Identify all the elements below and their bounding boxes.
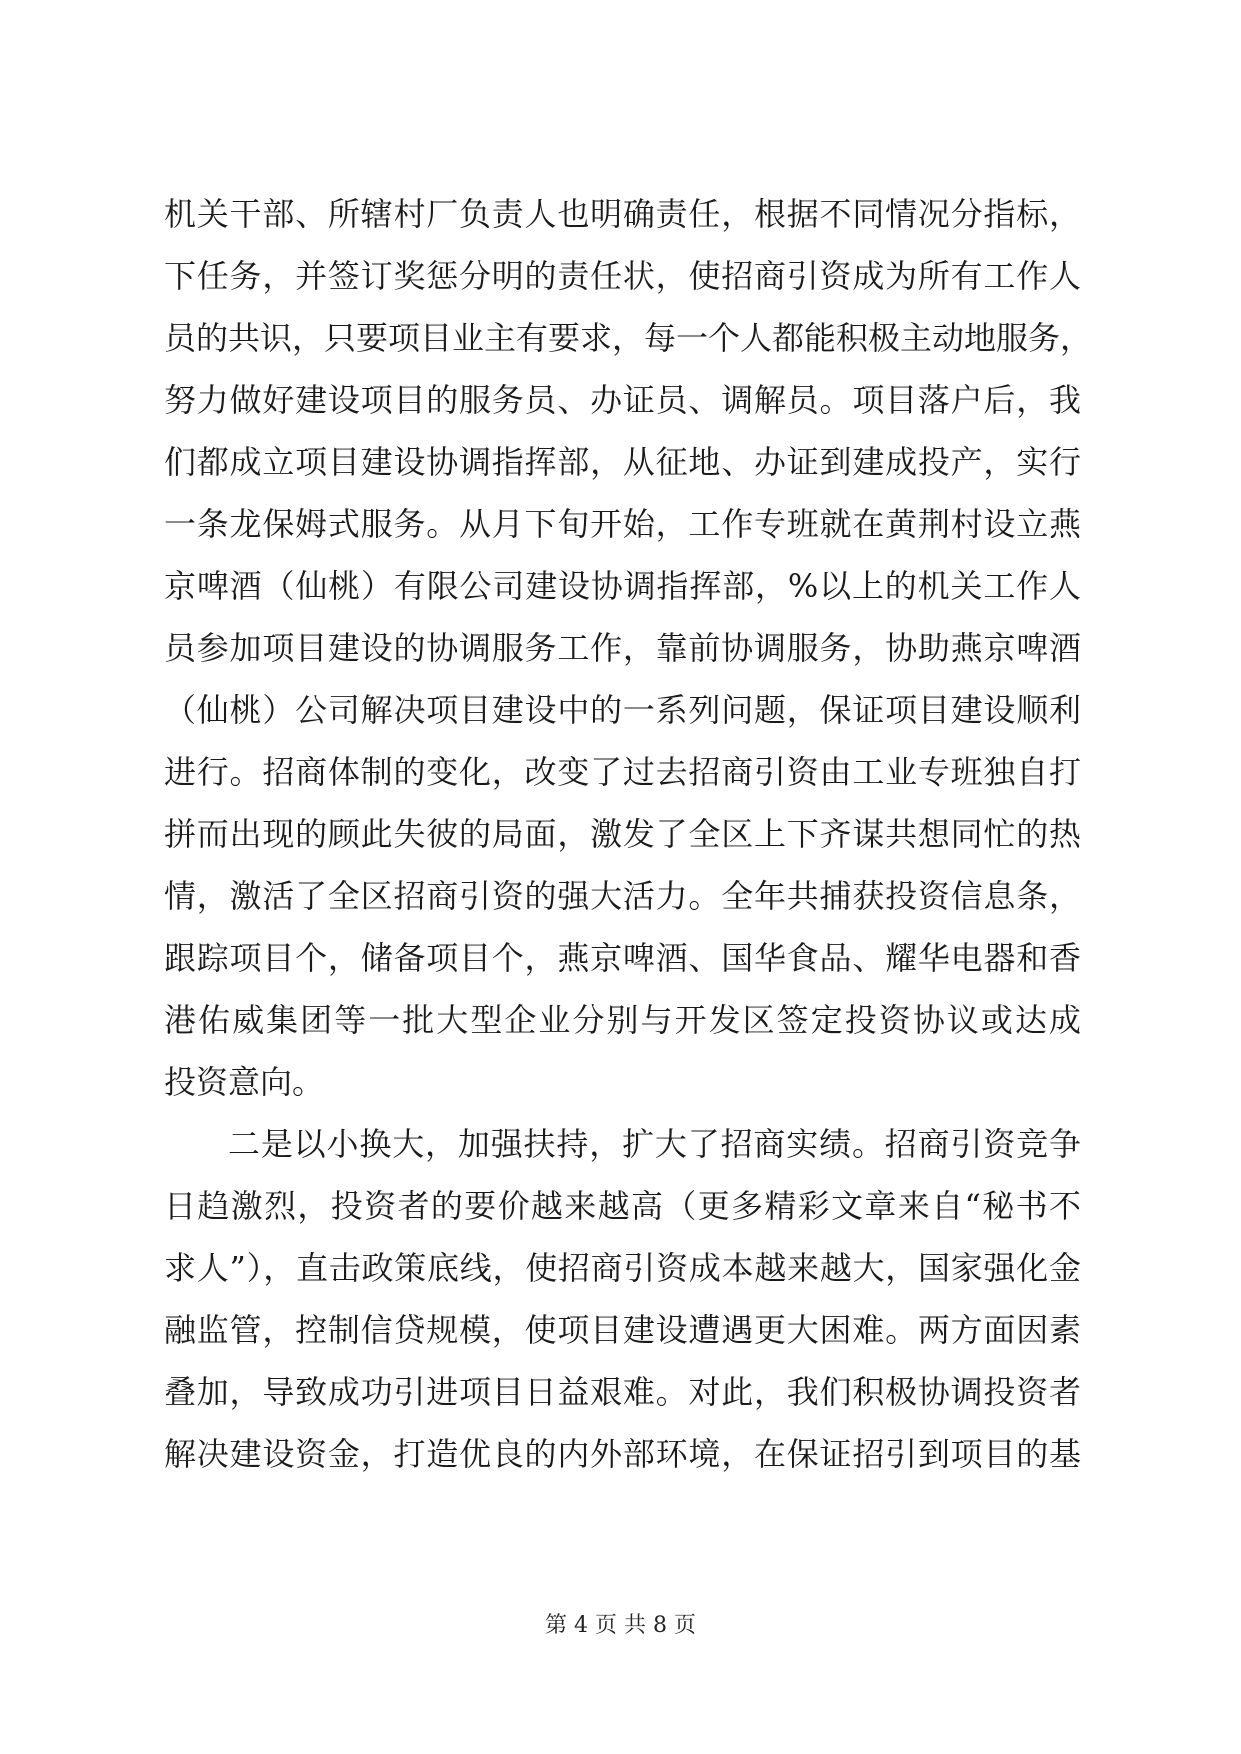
text-line: 解决建设资金，打造优良的内外部环境，在保证招引到项目的基 xyxy=(164,1435,1081,1473)
text-line: 一条龙保姆式服务。从月下旬开始，工作专班就在黄荆村设立燕 xyxy=(164,505,1081,543)
page-number: 第 4 页 共 8 页 xyxy=(545,1613,696,1638)
text-line: 努力做好建设项目的服务员、办证员、调解员。项目落户后，我 xyxy=(164,381,1081,419)
text-line: 员的共识，只要项目业主有要求，每一个人都能积极主动地服务， xyxy=(164,319,1093,357)
text-line: 机关干部、所辖村厂负责人也明确责任，根据不同情况分指标， xyxy=(164,195,1081,233)
text-line: （仙桃）公司解决项目建设中的一系列问题，保证项目建设顺利 xyxy=(164,691,1081,729)
text-line: 情，激活了全区招商引资的强大活力。全年共捕获投资信息条， xyxy=(164,877,1081,915)
text-line: 员参加项目建设的协调服务工作，靠前协调服务，协助燕京啤酒 xyxy=(164,629,1081,667)
text-line: 下任务，并签订奖惩分明的责任状，使招商引资成为所有工作人 xyxy=(164,257,1081,295)
text-line: 京啤酒（仙桃）有限公司建设协调指挥部，%以上的机关工作人 xyxy=(164,567,1081,605)
text-line: 日趋激烈，投资者的要价越来越高（更多精彩文章来自“秘书不 xyxy=(164,1187,1081,1225)
text-line: 求人”），直击政策底线，使招商引资成本越来越大，国家强化金 xyxy=(164,1249,1081,1287)
text-line: 拼而出现的顾此失彼的局面，激发了全区上下齐谋共想同忙的热 xyxy=(164,815,1081,853)
text-line: 们都成立项目建设协调指挥部，从征地、办证到建成投产，实行 xyxy=(164,443,1081,481)
text-line: 港佑威集团等一批大型企业分别与开发区签定投资协议或达成 xyxy=(164,1001,1081,1039)
text-line: 进行。招商体制的变化，改变了过去招商引资由工业专班独自打 xyxy=(164,753,1081,791)
text-line: 投资意向。 xyxy=(164,1063,325,1101)
text-line: 叠加，导致成功引进项目日益艰难。对此，我们积极协调投资者 xyxy=(164,1373,1081,1411)
text-line: 跟踪项目个，储备项目个，燕京啤酒、国华食品、耀华电器和香 xyxy=(164,939,1081,977)
text-line: 二是以小换大，加强扶持，扩大了招商实绩。招商引资竞争 xyxy=(228,1125,1081,1163)
text-line: 融监管，控制信贷规模，使项目建设遭遇更大困难。两方面因素 xyxy=(164,1311,1081,1349)
page-footer xyxy=(0,1608,1241,1639)
body-text xyxy=(164,183,1093,1485)
